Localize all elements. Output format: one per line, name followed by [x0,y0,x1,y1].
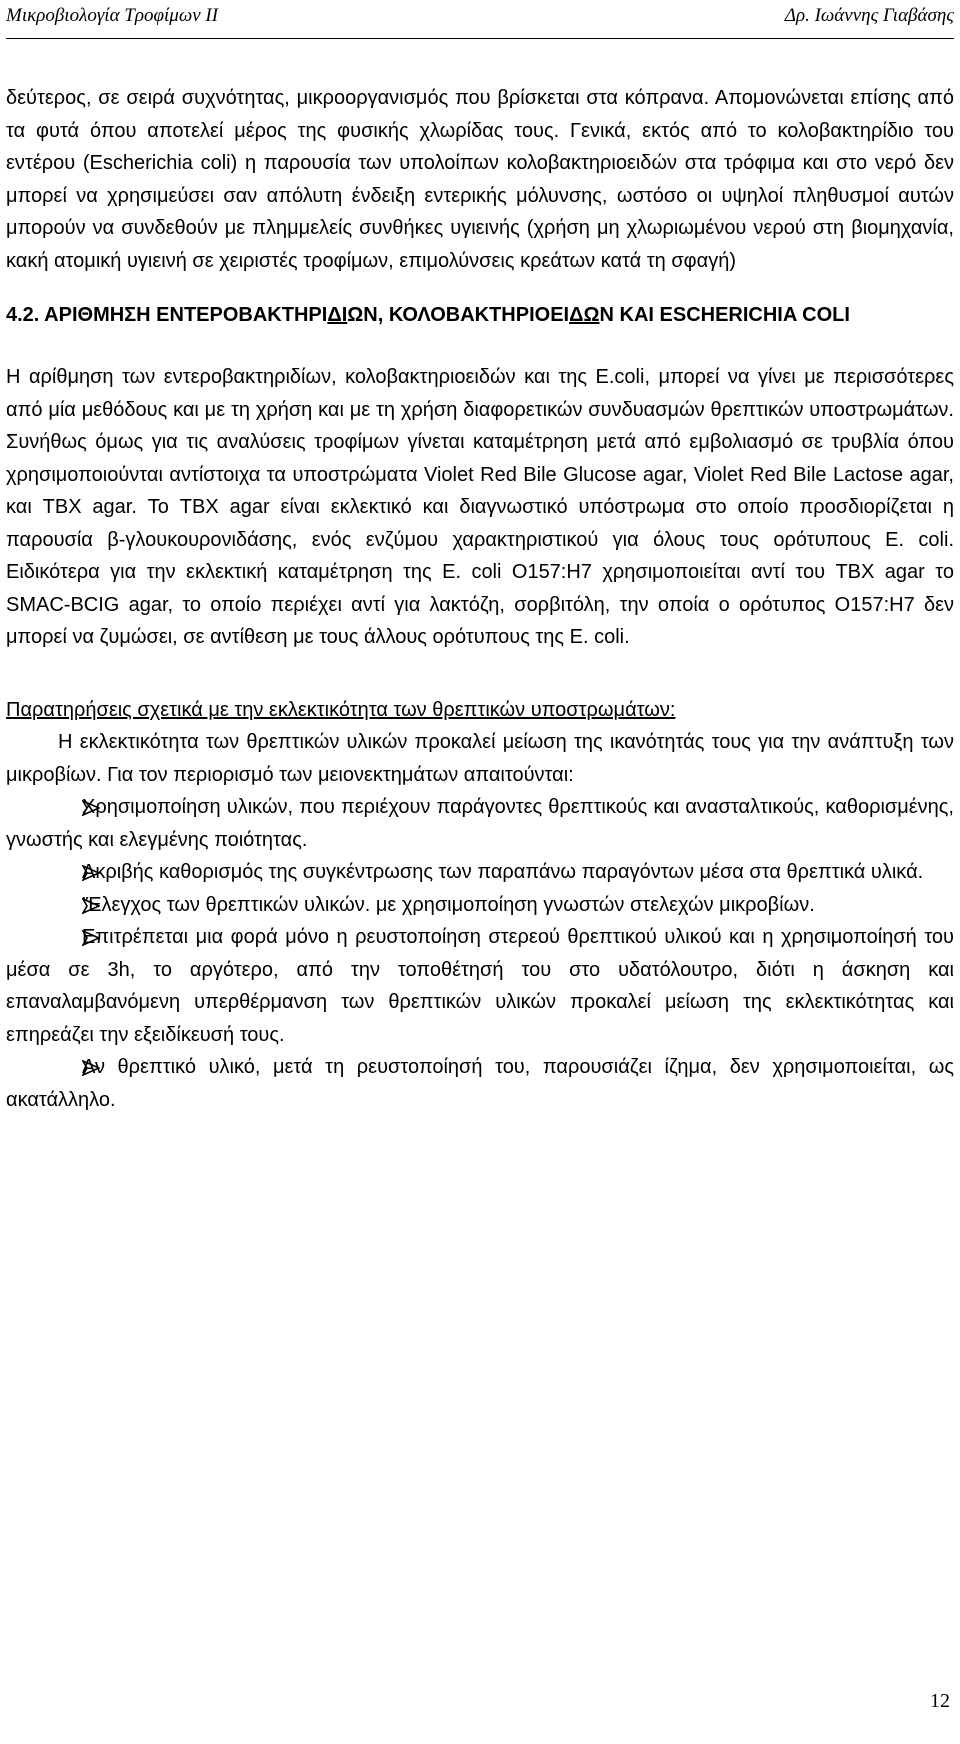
section-title-underlined: ΔΙ [327,304,348,326]
list-item [6,856,954,889]
header-author: Δρ. Ιωάννης Γιαβάσης [784,5,954,26]
list-item-text: Ακριβής καθορισμός της συγκέντρωσης των παραπάνω παραγόντων μέσα στα θρεπτικά υλικά. [82,861,924,883]
section-title-part: ΩΝ, ΚΟΛΟΒΑΚΤΗΡΙΟΕΙ [347,304,570,326]
arrow-bullet-icon [82,800,100,816]
body-paragraph: Η αρίθμηση των εντεροβακτηριδίων, κολοβακτηριοειδών και της E.coli, μπορεί να γίνει με περισσότερες από μία μεθόδους και με τη χρήση και με τη χρήση διαφορετικών συνδυασμών θρεπτικών υποστρωμάτων. Συνήθως όμως για τις αναλύσεις τροφίμων γίνεται καταμέτρηση μετά από εμβολιασμό σε τρυβλία όπου χρησιμοποιούνται αντίστοιχα τα υποστρώματα Violet Red Bile Glucose agar, Violet Red Bile Lactose agar, και TBX agar. Το TBX agar είναι εκλεκτικό και διαγνωστικό υπόστρωμα στο οποίο προσδιορίζεται η παρουσία β-γλουκουρονιδάσης, ενός ενζύμου χαρακτηριστικού για όλους τους ορότυπους E. coli. Ειδικότερα για την εκλεκτική καταμέτρηση της E. coli O157:H7 χρησιμοποιείται αντί του TBX agar το SMAC-BCIG agar, το οποίο περιέχει αντί για λακτόζη, σορβιτόλη, την οποία ο ορότυπος O157:H7 δεν μπορεί να ζυμώσει, σε αντίθεση με τους άλλους ορότυπους της E. coli. [6,366,954,648]
body-paragraph: δεύτερος, σε σειρά συχνότητας, μικροοργανισμός που βρίσκεται στα κόπρανα. Απομονώνεται επίσης από τα φυτά όπου αποτελεί μέρος της φυσικής χλωρίδας τους. Γενικά, εκτός από το κολοβακτηρίδιο του εντέρου (Escherichia coli) η παρουσία των υπολοίπων κολοβακτηριοειδών στα τρόφιμα και στο νερό δεν μπορεί να χρησιμεύσει σαν απόλυτη ένδειξη εντερικής μόλυνσης, ωστόσο οι υψηλοί πληθυσμοί αυτών μπορούν να συνδεθούν με πλημμελείς συνθήκες υγιεινής (χρήση μη χλωριωμένου νερού στη βιομηχανία, κακή ατομική υγιεινή σε χειριστές τροφίμων, επιμολύνσεις κρεάτων κατά τη σφαγή) [6,87,954,272]
notes-list [6,791,954,1116]
section-title-part: Ν ΚΑΙ ESCHERICHIA COLI [599,304,850,326]
notes-intro: Η εκλεκτικότητα των θρεπτικών υλικών προκαλεί μείωση της ικανότητάς τους για την ανάπτυξη των μικροβίων. Για τον περιορισμό των μειονεκτημάτων απαιτούνται: [6,731,954,786]
section-title-underlined: ΔΩ [569,304,600,326]
section-title-part: 4.2. ΑΡΙΘΜΗΣΗ ΕΝΤΕΡΟΒΑΚΤΗΡΙ [6,304,328,326]
list-item-text: Αν θρεπτικό υλικό, μετά τη ρευστοποίησή του, παρουσιάζει ίζημα, δεν χρησιμοποιείται, ως ακατάλληλο. [6,1056,954,1111]
arrow-bullet-icon [82,865,100,881]
list-item-text: Επιτρέπεται μια φορά μόνο η ρευστοποίηση στερεού θρεπτικού υλικού και η χρησιμοποίησή του μέσα σε 3h, το αργότερο, από την τοποθέτησή του στο υδατόλουτρο, διότι η άσκηση και επαναλαμβανόμενη υπερθέρμανση των θρεπτικών υλικών προκαλεί μείωση της εκλεκτικότητας και επηρεάζει την εξειδίκευσή τους. [6,926,954,1046]
list-item [6,791,954,856]
header-course-title: Μικροβιολογία Τροφίμων ΙΙ [6,5,219,26]
list-item-text: 'Έλεγχος των θρεπτικών υλικών. με χρησιμοποίηση γνωστών στελεχών μικροβίων. [82,893,815,916]
list-item [6,921,954,1051]
arrow-bullet-icon [82,1060,100,1076]
notes-title: Παρατηρήσεις σχετικά με την εκλεκτικότητα των θρεπτικών υποστρωμάτων: [6,698,676,721]
arrow-bullet-icon [82,898,100,914]
section-title [6,299,954,331]
page-content [6,82,954,1116]
page-number: 12 [930,1690,950,1712]
arrow-bullet-icon [82,930,100,946]
list-item [6,1051,954,1116]
list-item [6,889,954,922]
list-item-text: Χρησιμοποίηση υλικών, που περιέχουν παράγοντες θρεπτικούς και ανασταλτικούς, καθορισμένης, γνωστής και ελεγμένης ποιότητας. [6,796,954,851]
page-header [6,4,954,39]
